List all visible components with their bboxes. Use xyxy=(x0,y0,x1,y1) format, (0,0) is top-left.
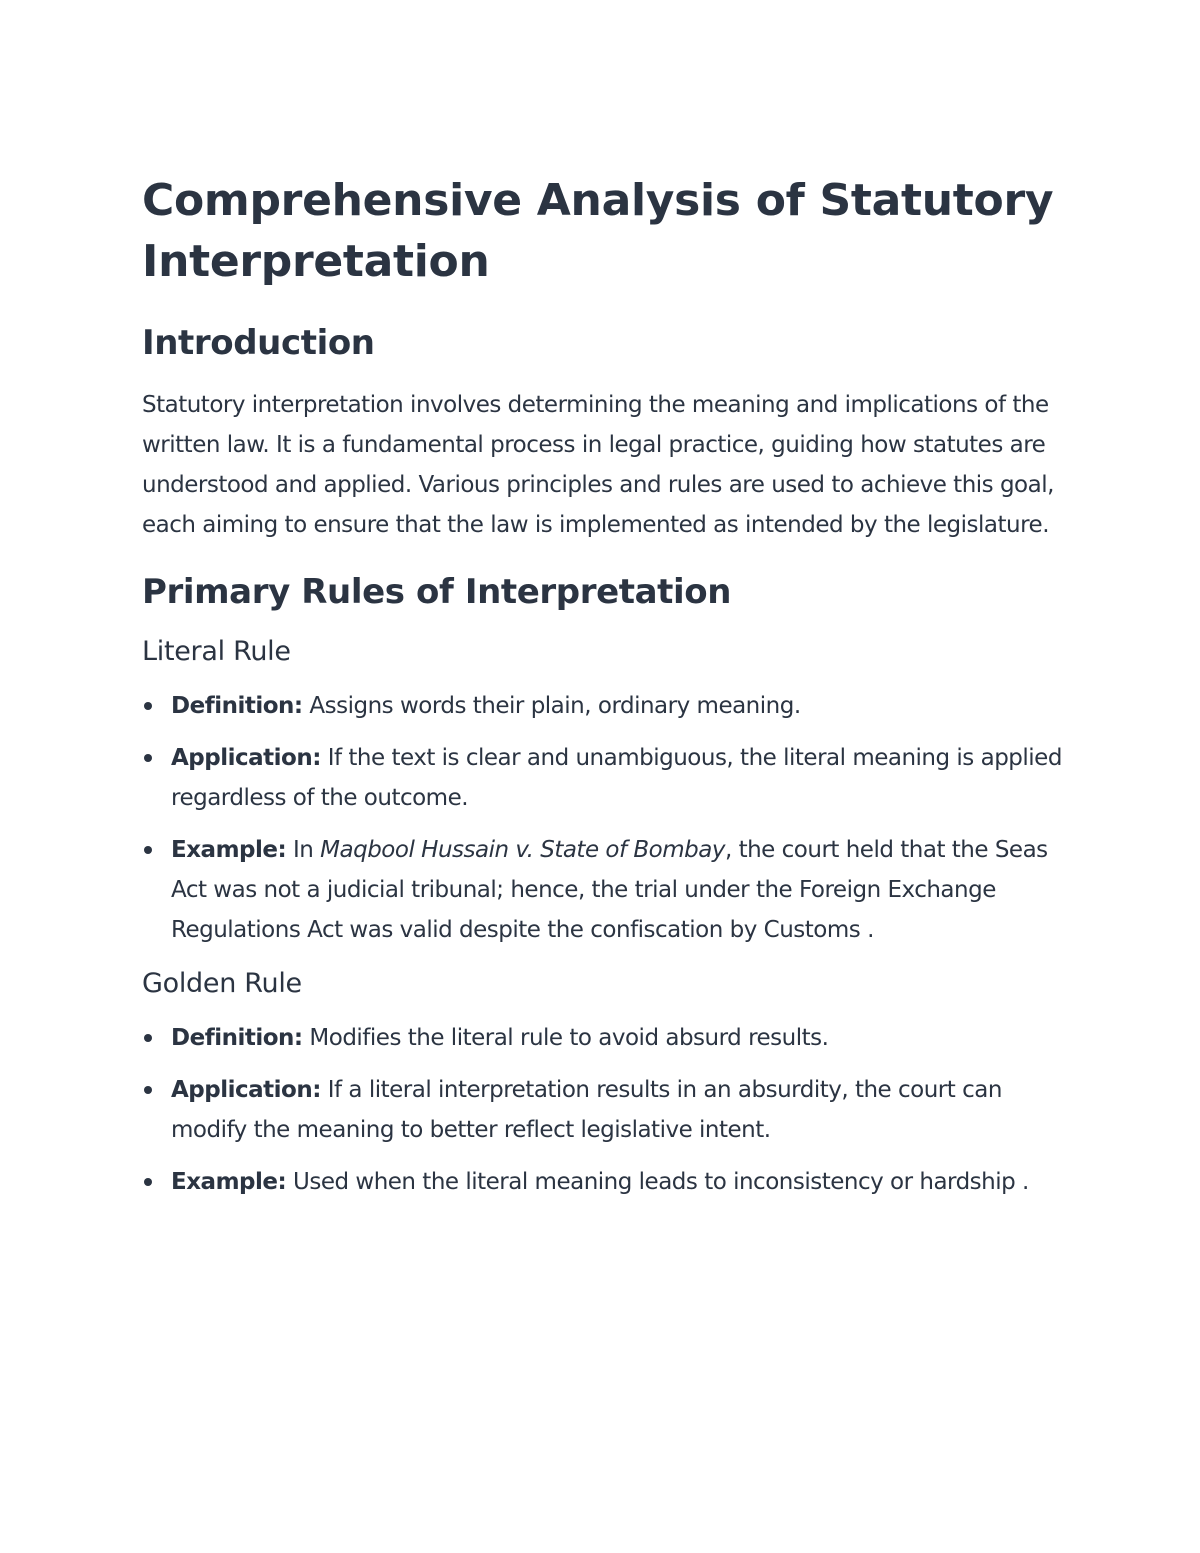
golden-rule-list xyxy=(142,1018,1062,1202)
application-label: Application: xyxy=(171,745,321,771)
literal-rule-list xyxy=(142,686,1062,950)
example-prefix: In xyxy=(286,837,321,863)
case-name: Maqbool Hussain v. State of Bombay xyxy=(320,837,725,863)
list-item xyxy=(142,830,1062,950)
list-item xyxy=(142,738,1062,818)
document-title: Comprehensive Analysis of Statutory Interpretation xyxy=(142,175,1054,287)
document-page xyxy=(142,170,1062,1218)
golden-rule-heading: Golden Rule xyxy=(142,968,302,999)
introduction-paragraph: Statutory interpretation involves determining the meaning and implications of the written law. It is a fundamental process in legal practice, guiding how statutes are understood and applied. Various principles and rules are used to achieve this goal, each aiming to ensure that the law is implemented as intended by the legislature. xyxy=(142,392,1054,538)
definition-text: Modifies the literal rule to avoid absurd results. xyxy=(302,1025,829,1051)
application-label: Application: xyxy=(171,1077,321,1103)
application-text: If the text is clear and unambiguous, the literal meaning is applied regardless of the outcome. xyxy=(171,745,1062,811)
bullet-icon xyxy=(144,1034,152,1042)
list-item xyxy=(142,1070,1062,1150)
list-item xyxy=(142,686,1062,726)
list-item xyxy=(142,1162,1062,1202)
bullet-icon xyxy=(144,1178,152,1186)
example-label: Example: xyxy=(171,837,287,863)
literal-rule-heading: Literal Rule xyxy=(142,636,291,667)
example-label: Example: xyxy=(171,1169,287,1195)
application-text: If a literal interpretation results in an absurdity, the court can modify the meaning to better reflect legislative intent. xyxy=(171,1077,1002,1143)
bullet-icon xyxy=(144,702,152,710)
example-text: Used when the literal meaning leads to inconsistency or hardship . xyxy=(286,1169,1029,1195)
definition-text: Assigns words their plain, ordinary meaning. xyxy=(302,693,801,719)
bullet-icon xyxy=(144,846,152,854)
primary-rules-heading: Primary Rules of Interpretation xyxy=(142,572,732,612)
example-text: , the court held that the Seas Act was not a judicial tribunal; hence, the trial under the Foreign Exchange Regulations Act was valid despite the confiscation by Customs . xyxy=(171,837,1048,943)
bullet-icon xyxy=(144,754,152,762)
introduction-heading: Introduction xyxy=(142,323,375,363)
bullet-icon xyxy=(144,1086,152,1094)
definition-label: Definition: xyxy=(171,1025,303,1051)
definition-label: Definition: xyxy=(171,693,303,719)
list-item xyxy=(142,1018,1062,1058)
